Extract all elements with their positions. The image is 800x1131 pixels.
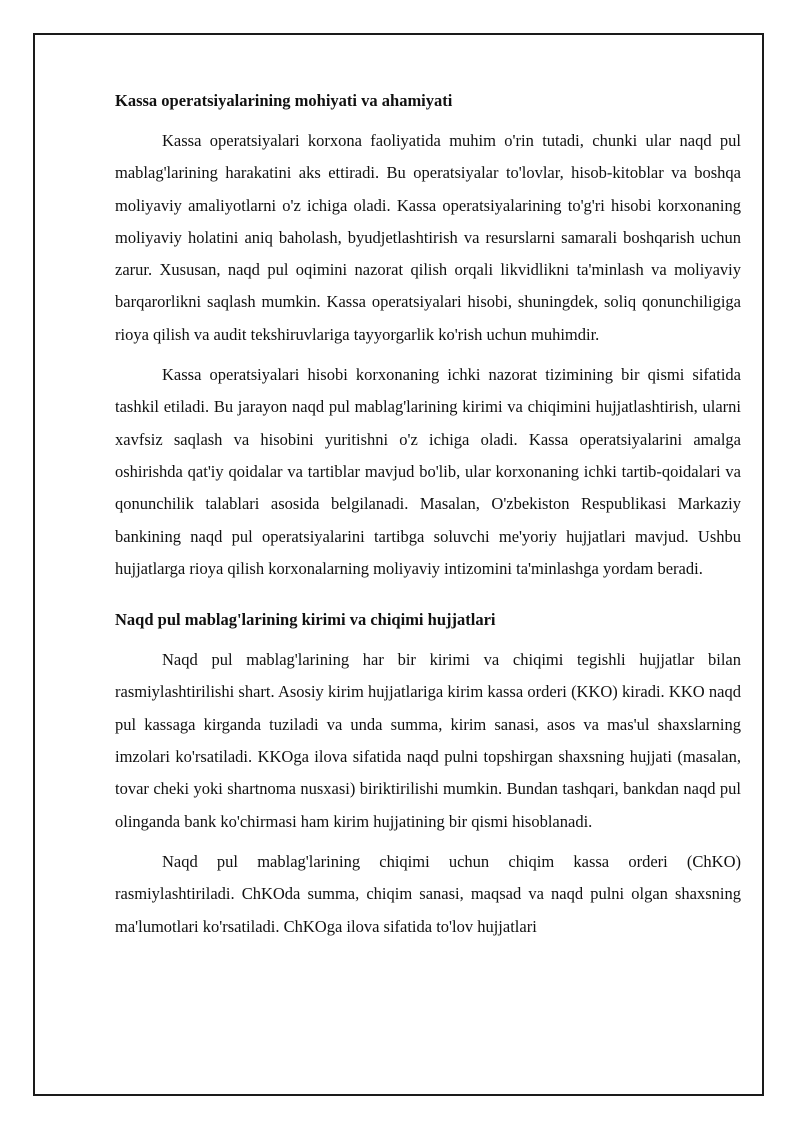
spacer [115,838,741,845]
paragraph: Kassa operatsiyalari hisobi korxonaning ichki nazorat tizimining bir qismi sifatida tashkil etiladi. Bu jarayon naqd pul mablag'larining kirimi va chiqimini hujjatlashtirish, ularni xavfsiz saqlash va hisobini yuritishni o'z ichiga oladi. Kassa operatsiyalarini amalga oshirishda qat'iy qoidalar va tartiblar mavjud bo'lib, ular korxonaning ichki tartib-qoidalari va qonunchilik talablari asosida belgilanadi. Masalan, O'zbekiston Respublikasi Markaziy bankining naqd pul operatsiyalarini tartibga soluvchi me'yoriy hujjatlari mavjud. Ushbu hujjatlarga rioya qilish korxonalarning moliyaviy intizomini ta'minlashga yordam beradi. [115,365,741,578]
spacer [115,351,741,358]
spacer [115,585,741,604]
paragraph: Naqd pul mablag'larining chiqimi uchun chiqim kassa orderi (ChKO) rasmiylashtiriladi. ChKOda summa, chiqim sanasi, maqsad va naqd pulni olgan shaxsning ma'lumotlari ko'rsatiladi. ChKOga ilova sifatida to'lov hujjatlari [115,851,741,936]
section-heading-cash-documents: Naqd pul mablag'larining kirimi va chiqimi hujjatlari [115,610,496,630]
spacer [115,117,741,124]
paragraph: Naqd pul mablag'larining har bir kirimi va chiqimi tegishli hujjatlar bilan rasmiylashtirilishi shart. Asosiy kirim hujjatlariga kirim kassa orderi (KKO) kiradi. KKO naqd pul kassaga kirganda tuziladi va unda summa, kirim sanasi, asos va mas'ul shaxslarning imzolari ko'rsatiladi. KKOga ilova sifatida naqd pulni topshirgan shaxsning hujjati (masalan, tovar cheki yoki shartnoma nusxasi) biriktirilishi mumkin. Bundan tashqari, bankdan naqd pul olinganda bank ko'chirmasi ham kirim hujjatining bir qismi hisoblanadi. [115,650,741,831]
document-body [115,85,741,943]
section-heading-cash-operations: Kassa operatsiyalarining mohiyati va ahamiyati [115,91,453,110]
spacer [115,636,741,643]
paragraph: Kassa operatsiyalari korxona faoliyatida muhim o'rin tutadi, chunki ular naqd pul mablag'larining harakatini aks ettiradi. Bu operatsiyalar to'lovlar, hisob-kitoblar va boshqa moliyaviy amaliyotlarni o'z ichiga oladi. Kassa operatsiyalarining to'g'ri hisobi korxonaning moliyaviy holatini aniq baholash, byudjetlashtirish va resurslarni samarali boshqarish uchun zarur. Xususan, naqd pul oqimini nazorat qilish orqali likvidlikni ta'minlash va moliyaviy barqarorlikni saqlash mumkin. Kassa operatsiyalari hisobi, shuningdek, soliq qonunchiligiga rioya qilish va audit tekshiruvlariga tayyorgarlik ko'rish uchun muhimdir. [115,131,741,344]
